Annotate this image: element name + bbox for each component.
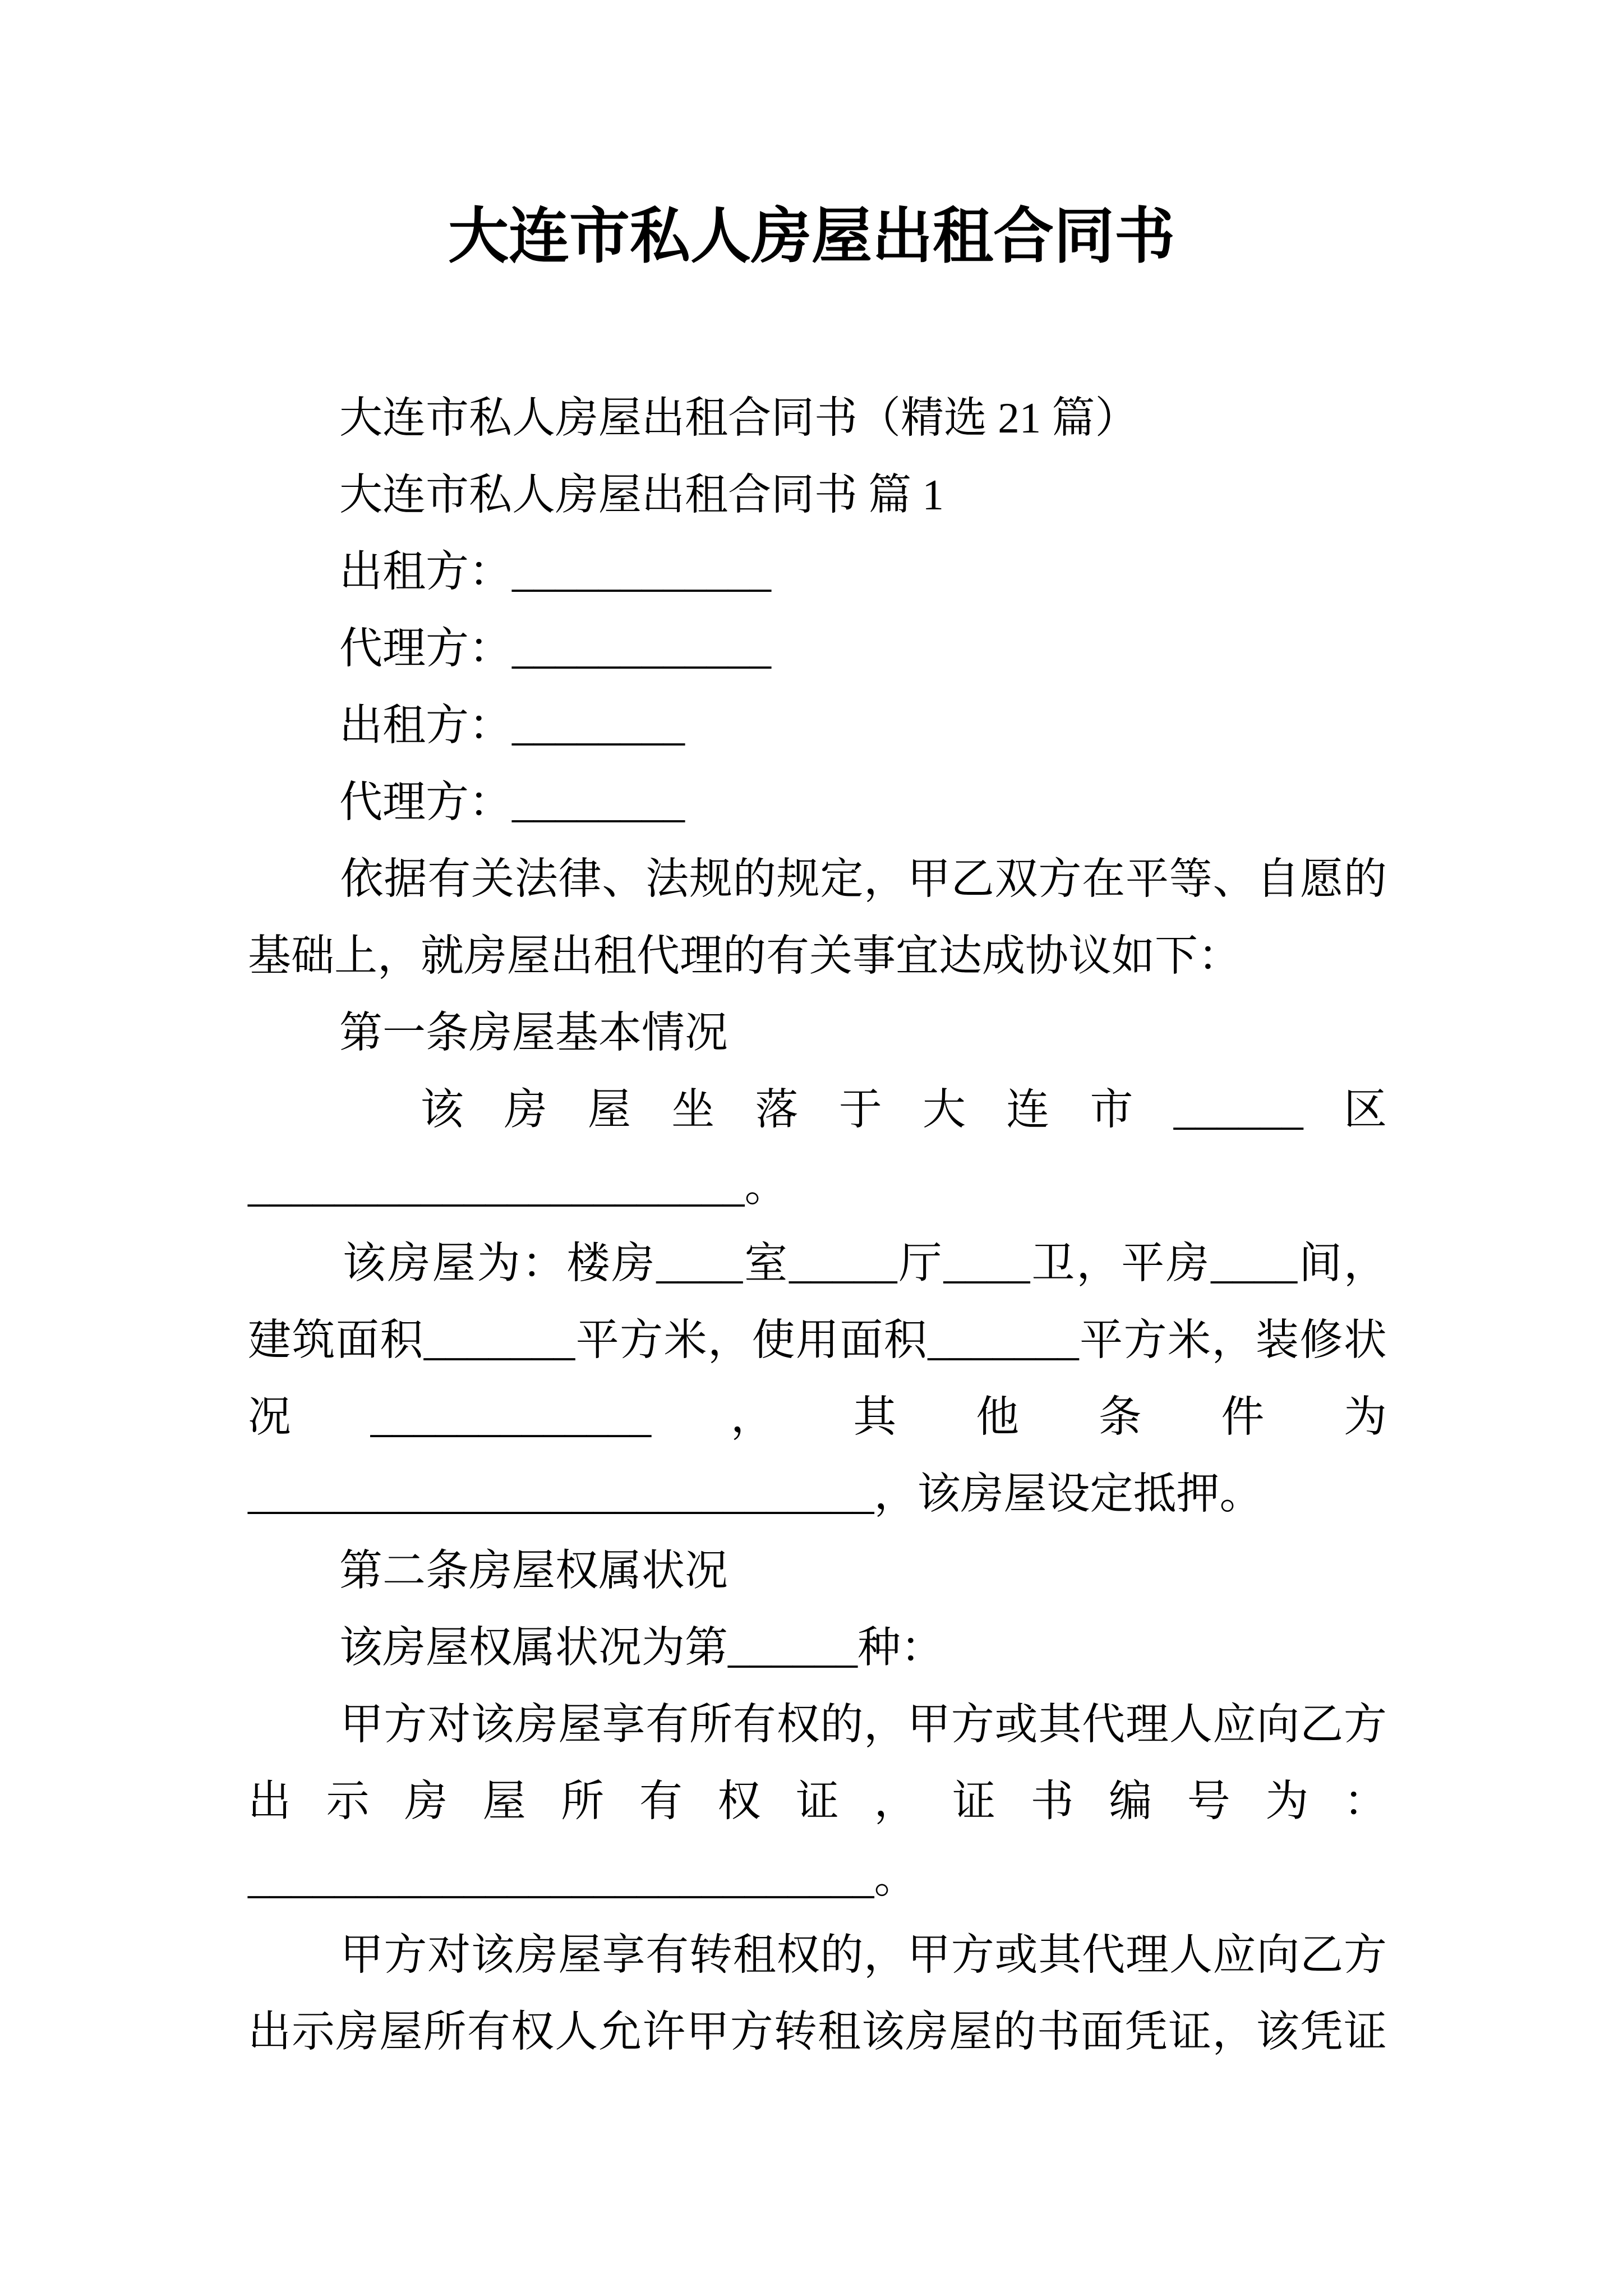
text-glyph: 向: [1256, 1700, 1300, 1749]
text-glyph: 或: [994, 1931, 1038, 1979]
text-glyph: 于: [838, 1085, 882, 1134]
text-glyph: ，: [1343, 1239, 1387, 1287]
text-glyph: 权: [776, 1931, 820, 1979]
text-glyph: 乙: [1300, 1700, 1344, 1749]
indent-space: [295, 1277, 341, 1278]
text-glyph: ，: [1211, 1316, 1255, 1364]
text-glyph: 转: [773, 2008, 817, 2056]
text-glyph: 积: [380, 1316, 423, 1364]
text-glyph: 市: [1090, 1085, 1133, 1134]
text-glyph: 为: [477, 1239, 520, 1287]
text-glyph: 积: [883, 1316, 927, 1364]
text-glyph: 方: [620, 1316, 663, 1364]
text-glyph: 间: [1299, 1239, 1343, 1287]
text-glyph: ，: [730, 1393, 774, 1441]
text-glyph: 人: [1169, 1700, 1212, 1749]
text-glyph: ，: [708, 1316, 751, 1364]
text-glyph: 有: [427, 855, 471, 903]
text-glyph: 定: [820, 855, 864, 903]
text-glyph: 平: [1080, 1316, 1123, 1364]
text-glyph: 其: [1038, 1700, 1082, 1749]
text-glyph: 所: [423, 2008, 467, 2056]
text-glyph: 平: [1121, 1239, 1165, 1287]
text-glyph: 面: [1080, 2008, 1124, 2056]
text-glyph: 他: [976, 1393, 1020, 1441]
text-glyph: 在: [1082, 855, 1126, 903]
text-glyph: 建: [248, 1316, 291, 1364]
indent-space: [294, 1738, 340, 1739]
clause-text-line: _______________________。: [248, 1162, 788, 1211]
fill-in-blank: ____: [1211, 1239, 1298, 1287]
text-glyph: 该: [420, 1085, 464, 1134]
text-glyph: 状: [1343, 1316, 1387, 1364]
text-glyph: 等: [1169, 855, 1212, 903]
fill-in-blank: ____: [656, 1239, 743, 1287]
text-glyph: 平: [575, 1316, 619, 1364]
fill-in-blank: _____: [789, 1239, 897, 1287]
text-glyph: 双: [994, 855, 1038, 903]
text-glyph: 代: [1082, 1700, 1126, 1749]
text-glyph: 屋: [558, 1931, 602, 1979]
text-glyph: 应: [1212, 1700, 1256, 1749]
clause-heading: 第一条房屋基本情况: [339, 1009, 728, 1057]
preamble-line: [248, 841, 1387, 918]
text-glyph: 的: [820, 1931, 864, 1979]
text-glyph: 人: [1169, 1931, 1212, 1979]
text-glyph: 有: [645, 1931, 689, 1979]
text-glyph: 允: [598, 2008, 642, 2056]
indent-space: [294, 893, 340, 894]
text-glyph: 房: [905, 2008, 949, 2056]
clause-heading: 第二条房屋权属状况: [339, 1547, 728, 1595]
text-glyph: 理: [1125, 1700, 1169, 1749]
clause-text-line: [248, 1917, 1387, 1994]
text-glyph: 况: [248, 1393, 291, 1441]
clause-text-line: [248, 1686, 1387, 1763]
text-glyph: 有: [732, 1700, 776, 1749]
clause-text-line: _____________________________，该房屋设定抵押。: [248, 1470, 1263, 1518]
text-glyph: 证: [1168, 2008, 1212, 2056]
fill-in-blank: _______: [928, 1316, 1079, 1364]
text-glyph: ：: [1343, 1777, 1387, 1825]
preamble-line: 基础上，就房屋出租代理的有关事宜达成协议如下：: [248, 932, 1241, 980]
indent-space: [248, 893, 294, 894]
text-glyph: 房: [387, 1239, 431, 1287]
text-glyph: 证: [952, 1777, 996, 1825]
text-glyph: 连: [1006, 1085, 1050, 1134]
text-glyph: 甲: [340, 1931, 384, 1979]
text-glyph: 许: [642, 2008, 686, 2056]
text-glyph: 方: [951, 1931, 994, 1979]
text-glyph: 屋: [588, 1085, 631, 1134]
text-glyph: 的: [1343, 855, 1387, 903]
text-glyph: 法: [645, 855, 689, 903]
text-glyph: ，: [864, 1700, 907, 1749]
indent-space: [248, 1277, 294, 1278]
text-glyph: 大: [923, 1085, 966, 1134]
text-glyph: 为: [1343, 1393, 1387, 1441]
text-glyph: 租: [818, 2008, 861, 2056]
text-glyph: 权: [510, 2008, 554, 2056]
text-glyph: 律: [558, 855, 602, 903]
text-glyph: 甲: [907, 1931, 951, 1979]
text-glyph: 面: [840, 1316, 883, 1364]
party-field-agent: 代理方：________: [339, 778, 685, 826]
text-glyph: 、: [602, 855, 645, 903]
document-title: 大连市私人房屋出租合同书: [448, 204, 1175, 270]
text-glyph: 米: [663, 1316, 707, 1364]
text-glyph: 件: [1221, 1393, 1265, 1441]
text-glyph: 或: [994, 1700, 1038, 1749]
text-glyph: 号: [1187, 1777, 1230, 1825]
text-glyph: 出: [248, 2008, 291, 2056]
text-glyph: ，: [874, 1777, 917, 1825]
article-heading: 大连市私人房屋出租合同书 篇 1: [339, 471, 944, 519]
text-glyph: 书: [1030, 1777, 1074, 1825]
text-glyph: 装: [1255, 1316, 1299, 1364]
text-glyph: 有: [639, 1777, 683, 1825]
indent-space: [248, 1738, 294, 1739]
text-glyph: 转: [689, 1931, 732, 1979]
text-glyph: 示: [292, 2008, 335, 2056]
text-glyph: ，: [1076, 1239, 1120, 1287]
text-glyph: 乙: [951, 855, 994, 903]
text-glyph: 、: [1212, 855, 1256, 903]
text-glyph: 甲: [907, 855, 951, 903]
text-glyph: 房: [611, 1239, 655, 1287]
text-glyph: 乙: [1300, 1931, 1344, 1979]
fill-in-blank: ____: [943, 1239, 1030, 1287]
text-glyph: 理: [1125, 1931, 1169, 1979]
text-glyph: 依: [340, 855, 384, 903]
party-field-agent: 代理方：____________: [339, 624, 771, 673]
text-glyph: 方: [1038, 855, 1082, 903]
indent-space: [248, 1969, 294, 1970]
clause-text-line: _____________________________。: [248, 1854, 917, 1902]
text-glyph: 甲: [686, 2008, 730, 2056]
text-glyph: 权: [717, 1777, 761, 1825]
text-glyph: 租: [732, 1931, 776, 1979]
clause-text-line: 该房屋权属状况为第______种：: [339, 1623, 944, 1672]
text-glyph: 应: [1212, 1931, 1256, 1979]
clause-text-line: [248, 1763, 1387, 1840]
text-glyph: 该: [471, 1931, 514, 1979]
text-glyph: 人: [555, 2008, 598, 2056]
text-glyph: 权: [776, 1700, 820, 1749]
party-field-lessor: 出租方：____________: [339, 547, 771, 596]
text-glyph: 方: [1123, 1316, 1167, 1364]
text-glyph: 方: [951, 1700, 994, 1749]
text-glyph: 其: [1038, 1931, 1082, 1979]
text-glyph: 米: [1168, 1316, 1211, 1364]
text-glyph: 房: [514, 1931, 558, 1979]
text-glyph: 凭: [1299, 2008, 1343, 2056]
text-glyph: 屋: [432, 1239, 476, 1287]
text-glyph: 平: [1125, 855, 1169, 903]
text-glyph: 享: [602, 1700, 645, 1749]
text-glyph: 房: [1166, 1239, 1210, 1287]
collection-heading: 大连市私人房屋出租合同书（精选 21 篇）: [339, 394, 1138, 442]
text-glyph: 房: [514, 1700, 558, 1749]
text-glyph: 的: [993, 2008, 1036, 2056]
text-glyph: 关: [471, 855, 514, 903]
text-glyph: 筑: [292, 1316, 335, 1364]
text-glyph: 方: [730, 2008, 773, 2056]
fill-in-blank: ______: [1173, 1085, 1303, 1134]
text-glyph: 据: [384, 855, 427, 903]
text-glyph: 示: [326, 1777, 370, 1825]
text-glyph: 方: [384, 1931, 427, 1979]
text-glyph: ，: [1212, 2008, 1256, 2056]
text-glyph: 用: [795, 1316, 839, 1364]
text-glyph: 编: [1109, 1777, 1152, 1825]
text-glyph: 有: [645, 1700, 689, 1749]
text-glyph: 享: [602, 1931, 645, 1979]
clause-text-line: [248, 1379, 1387, 1456]
text-glyph: 对: [427, 1931, 471, 1979]
text-glyph: 房: [335, 2008, 379, 2056]
indent-space: [294, 1969, 340, 1970]
text-glyph: 证: [795, 1777, 839, 1825]
text-glyph: 为: [1265, 1777, 1309, 1825]
text-glyph: 的: [732, 855, 776, 903]
text-glyph: 该: [342, 1239, 386, 1287]
text-glyph: ：: [522, 1239, 565, 1287]
text-glyph: 的: [820, 1700, 864, 1749]
text-glyph: 凭: [1124, 2008, 1168, 2056]
clause-text-line: [248, 1994, 1387, 2070]
fill-in-blank: _____________: [370, 1393, 652, 1441]
text-glyph: 所: [689, 1700, 732, 1749]
text-glyph: 其: [853, 1393, 897, 1441]
text-glyph: 方: [384, 1700, 427, 1749]
text-glyph: 落: [755, 1085, 799, 1134]
text-glyph: ，: [864, 855, 907, 903]
text-glyph: 该: [1256, 2008, 1299, 2056]
text-glyph: 证: [1343, 2008, 1387, 2056]
text-glyph: 坐: [671, 1085, 715, 1134]
text-glyph: 房: [404, 1777, 448, 1825]
text-glyph: ，: [864, 1931, 907, 1979]
text-glyph: 区: [1344, 1085, 1387, 1134]
text-glyph: 该: [861, 2008, 905, 2056]
text-glyph: 法: [514, 855, 558, 903]
text-glyph: 出: [248, 1777, 291, 1825]
text-glyph: 甲: [907, 1700, 951, 1749]
text-glyph: 方: [1343, 1931, 1387, 1979]
document-body: [248, 380, 1387, 2070]
text-glyph: 使: [751, 1316, 795, 1364]
text-glyph: 规: [689, 855, 732, 903]
fill-in-blank: _______: [423, 1316, 575, 1364]
text-glyph: 修: [1299, 1316, 1343, 1364]
text-glyph: 室: [744, 1239, 788, 1287]
text-glyph: 屋: [379, 2008, 423, 2056]
text-glyph: 面: [335, 1316, 379, 1364]
text-glyph: 向: [1256, 1931, 1300, 1979]
text-glyph: 所: [561, 1777, 605, 1825]
clause-text-line: [248, 1302, 1387, 1379]
text-glyph: 房: [504, 1085, 547, 1134]
text-glyph: 厅: [898, 1239, 942, 1287]
text-glyph: 屋: [949, 2008, 993, 2056]
party-field-lessor: 出租方：________: [339, 701, 685, 749]
clause-text-line: [248, 1225, 1387, 1302]
text-glyph: 自: [1256, 855, 1300, 903]
text-glyph: 方: [1343, 1700, 1387, 1749]
text-glyph: 愿: [1300, 855, 1344, 903]
text-glyph: 条: [1098, 1393, 1142, 1441]
text-glyph: 屋: [482, 1777, 526, 1825]
text-glyph: 规: [776, 855, 820, 903]
clause-text-line: [248, 1071, 1387, 1148]
text-glyph: 对: [427, 1700, 471, 1749]
text-glyph: 甲: [340, 1700, 384, 1749]
text-glyph: 该: [471, 1700, 514, 1749]
text-glyph: 书: [1036, 2008, 1080, 2056]
text-glyph: 代: [1082, 1931, 1126, 1979]
text-glyph: 有: [467, 2008, 510, 2056]
text-glyph: 楼: [566, 1239, 610, 1287]
text-glyph: 屋: [558, 1700, 602, 1749]
text-glyph: 卫: [1031, 1239, 1075, 1287]
